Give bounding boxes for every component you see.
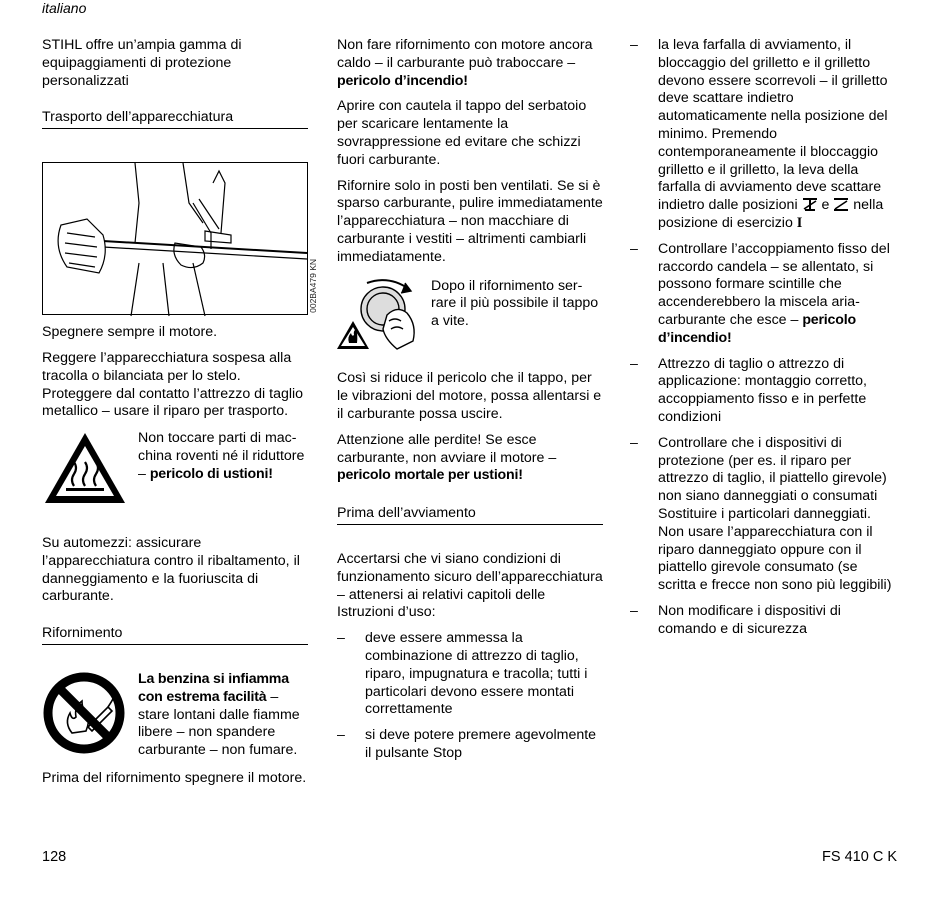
ventilati-paragraph: Rifornire solo in posti ben ventilati. Se si è sparso carburante, pulire immediatamente l’apparecchiatura – non macchiare di carburante i vestiti – altrimenti cambiarli immediatamente. xyxy=(337,177,603,265)
item2-text: Controllare l’accoppiamento fisso del raccordo candela – se allentato, si possono formare scintille che accenderebbero la miscela aria-carburante che esce – xyxy=(658,240,890,328)
hot-surface-warning-icon xyxy=(42,430,138,512)
item1-text: la leva farfalla di avviamento, il bloccaggio del grilletto e il grilletto devono essere scorrevoli – il grilletto deve scattare indietro automaticamente nella posizione del minimo. Premendo contemporaneamente il bloccaggio grilletto e il grilletto, la leva della farfalla di avviamento deve scattare indietro dalle posizioni xyxy=(658,37,888,214)
item1-nella: nella posizione di esercizio xyxy=(658,197,884,231)
person-carrying-trimmer-drawing xyxy=(43,163,309,316)
spegnere-paragraph: Spegnere sempre il motore. xyxy=(42,324,218,341)
list-dash: – xyxy=(630,434,638,451)
model-name: FS 410 C K xyxy=(822,849,897,865)
list-item-text xyxy=(658,241,896,348)
list-dash: – xyxy=(337,727,345,744)
column-1 xyxy=(42,37,318,788)
caldo-bold: pericolo d’incendio! xyxy=(337,72,468,89)
list-dash: – xyxy=(630,602,638,619)
list-item xyxy=(630,435,896,595)
tighten-cap-text: Dopo il rifornimento ser-rare il più possibile il tappo a vite. xyxy=(431,277,599,330)
automezzi-paragraph: Su automezzi: assicurare l’apparecchiatura contro il ribaltamento, il danneggiamento e la fuoriuscita di carburante. xyxy=(42,534,300,605)
list-item xyxy=(337,630,603,719)
list-item xyxy=(337,727,603,763)
item1-e: e xyxy=(817,197,834,214)
list-item-text: Controllare che i dispositivi di protezione (per es. il riparo per attrezzo di taglio, il piattello girevole) non siano danneggiati o consumati Sostituire i particolari danneggiati. Non usare l’apparecchiatura con il riparo danneggiato oppure con il piattello girevole consumato (se scritta e frecce non sono più leggibili) xyxy=(658,434,892,594)
warm-start-position-icon xyxy=(833,197,849,211)
figure-code: 002BA479 KN xyxy=(308,259,318,314)
perdite-bold: pericolo mortale per ustioni! xyxy=(337,467,523,484)
transport-illustration xyxy=(42,162,318,315)
perdite-paragraph xyxy=(337,432,603,485)
list-item-text: Attrezzo di taglio o attrezzo di applicazione: montaggio corretto, accoppiamento fisso e in perfette condizioni xyxy=(658,355,867,425)
heading-avviamento: Prima dell’avviamento xyxy=(337,505,603,525)
list-item-text: deve essere ammessa la combinazione di attrezzo di taglio, riparo, impugnatura e tracolla; tutti i particolari devono essere montati correttamente xyxy=(365,630,588,718)
vibrazioni-paragraph: Così si riduce il pericolo che il tappo, per le vibrazioni del motore, possa allentarsi e il carburante possa uscire. xyxy=(337,370,602,422)
reggere-paragraph: Reggere l’apparecchiatura sospesa alla tracolla o bilanciata per lo stelo. Proteggere dal contatto l’attrezzo di taglio metallico – usare il riparo per trasporto. xyxy=(42,349,304,420)
no-fire-warning xyxy=(42,671,308,761)
fire-bold: La benzina si infiamma con estrema facilità xyxy=(138,670,289,705)
language-label: italiano xyxy=(42,0,87,16)
perdite-text: Attenzione alle perdite! Se esce carburante, non avviare il motore – xyxy=(337,431,557,466)
prima-rifornimento-paragraph: Prima del rifornimento spegnere il motore. xyxy=(42,769,307,786)
list-dash: – xyxy=(630,355,638,372)
list-item-text: si deve potere premere agevolmente il pulsante Stop xyxy=(365,727,597,761)
tighten-cap-icon xyxy=(337,275,431,361)
no-open-flame-icon xyxy=(42,671,138,761)
list-dash: – xyxy=(630,240,638,257)
column-3 xyxy=(630,37,896,639)
caldo-text: Non fare rifornimento con motore ancora caldo – il carburante può traboccare – xyxy=(337,37,593,71)
list-item xyxy=(630,356,896,427)
list-item xyxy=(630,603,896,639)
tighten-cap-instruction xyxy=(337,275,603,361)
list-item-text xyxy=(658,37,896,233)
hot-text: Non toccare parti di mac-china roventi né il riduttore – xyxy=(138,430,305,482)
column-2 xyxy=(337,37,603,763)
heading-rifornimento: Rifornimento xyxy=(42,625,308,645)
hot-surface-warning xyxy=(42,430,308,512)
hot-surface-warning-text xyxy=(138,430,308,483)
page-number: 128 xyxy=(42,849,67,865)
list-item xyxy=(630,241,896,348)
list-dash: – xyxy=(337,630,345,647)
accertarsi-paragraph: Accertarsi che vi siano condizioni di funzionamento sicuro dell’apparecchiatura – attenersi ai relativi capitoli delle Istruzioni d’uso: xyxy=(337,550,603,621)
list-item xyxy=(630,37,896,233)
caldo-paragraph xyxy=(337,37,603,90)
list-dash: – xyxy=(630,37,638,53)
run-position-symbol: I xyxy=(796,214,803,231)
intro-paragraph: STIHL offre un’ampia gamma di equipaggiamenti di protezione personalizzati xyxy=(42,37,242,89)
fire-text: – stare lontani dalle fiamme libere – non spandere carburante – non fumare. xyxy=(138,688,300,759)
no-fire-warning-text xyxy=(138,671,308,760)
heading-trasporto: Trasporto dell’apparecchiatura xyxy=(42,109,308,129)
list-item-text: Non modificare i dispositivi di comando e di sicurezza xyxy=(658,602,841,637)
tappo-paragraph: Aprire con cautela il tappo del serbatoio per scaricare lentamente la sovrappressione ed evitare che schizzi fuori carburante. xyxy=(337,98,587,168)
choke-start-position-icon xyxy=(802,197,818,211)
hot-bold: pericolo di ustioni! xyxy=(149,465,273,482)
item2-bold: pericolo d’incendio! xyxy=(658,311,856,346)
